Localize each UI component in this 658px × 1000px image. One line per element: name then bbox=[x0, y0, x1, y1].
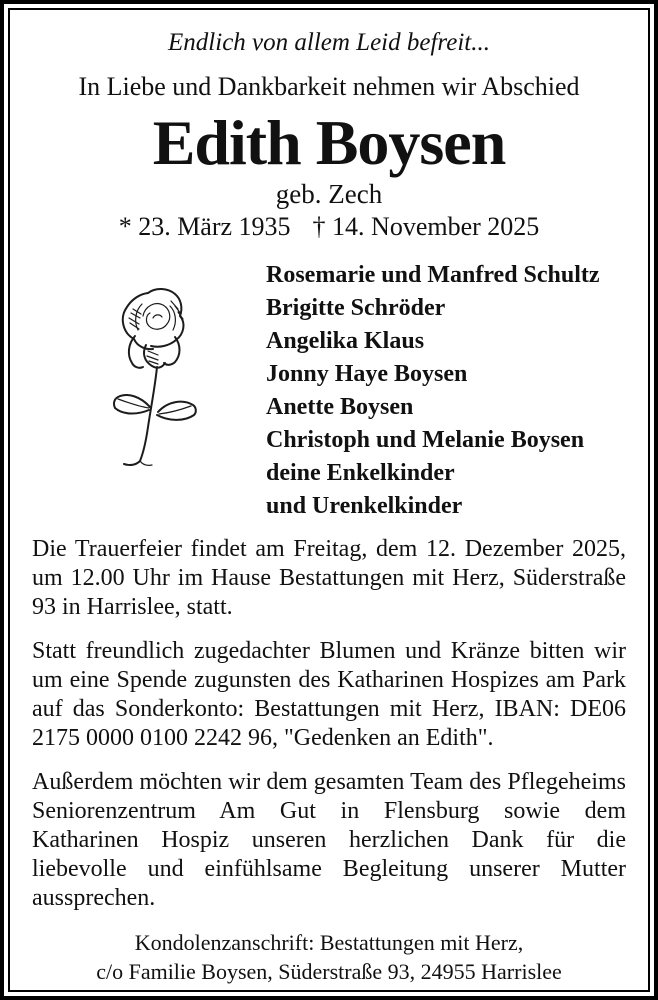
mourner-line: Anette Boysen bbox=[266, 394, 414, 420]
mourner-line: Jonny Haye Boysen bbox=[266, 361, 468, 387]
inner-border bbox=[8, 8, 650, 992]
maiden-name: geb. Zech bbox=[275, 179, 383, 209]
mourner-line: Rosemarie und Manfred Schultz bbox=[266, 262, 600, 288]
mourner-line: deine Enkelkinder bbox=[266, 460, 455, 486]
mourner-line: Angelika Klaus bbox=[266, 328, 425, 354]
mourners-section bbox=[22, 257, 636, 519]
illustration-column bbox=[22, 257, 266, 519]
birth-date: * 23. März 1935 bbox=[118, 212, 291, 241]
life-dates bbox=[22, 211, 636, 242]
announcement-paragraphs bbox=[32, 535, 626, 913]
condolence-address bbox=[22, 928, 636, 986]
opening-quote: Endlich von allem Leid befreit... bbox=[168, 29, 490, 56]
donation-paragraph: Statt freundlich zugedachter Blumen und Kränze bitten wir um eine Spende zugunsten des Katharinen Hospizes am Park auf das Sonderkonto: Bestattungen mit Herz, IBAN: DE06 2175 0000 0100 2242 96, "Gedenken an Edith". bbox=[32, 638, 626, 751]
obituary-content bbox=[10, 10, 648, 990]
mourner-line: Brigitte Schröder bbox=[266, 295, 446, 321]
rose-icon bbox=[101, 285, 205, 481]
condolence-line-1: Kondolenzanschrift: Bestattungen mit Herz, bbox=[134, 930, 524, 955]
funeral-details-paragraph: Die Trauerfeier findet am Freitag, dem 12. Dezember 2025, um 12.00 Uhr im Hause Bestattungen mit Herz, Süderstraße 93 in Harrislee, statt. bbox=[32, 536, 626, 620]
deceased-name: Edith Boysen bbox=[152, 107, 506, 178]
mourners-list bbox=[266, 257, 636, 519]
condolence-line-2: c/o Familie Boysen, Süderstraße 93, 24955 Harrislee bbox=[96, 959, 562, 984]
mourner-line: Christoph und Melanie Boysen bbox=[266, 427, 585, 453]
thanks-paragraph: Außerdem möchten wir dem gesamten Team des Pflegeheims Seniorenzentrum Am Gut in Flensburg sowie dem Katharinen Hospiz unseren herzlichen Dank für die liebevolle und einfühlsame Begleitung unserer Mutter aussprechen. bbox=[32, 769, 626, 911]
death-date: † 14. November 2025 bbox=[312, 212, 540, 241]
farewell-line: In Liebe und Dankbarkeit nehmen wir Abschied bbox=[78, 72, 580, 101]
mourner-line: und Urenkelkinder bbox=[266, 493, 463, 519]
